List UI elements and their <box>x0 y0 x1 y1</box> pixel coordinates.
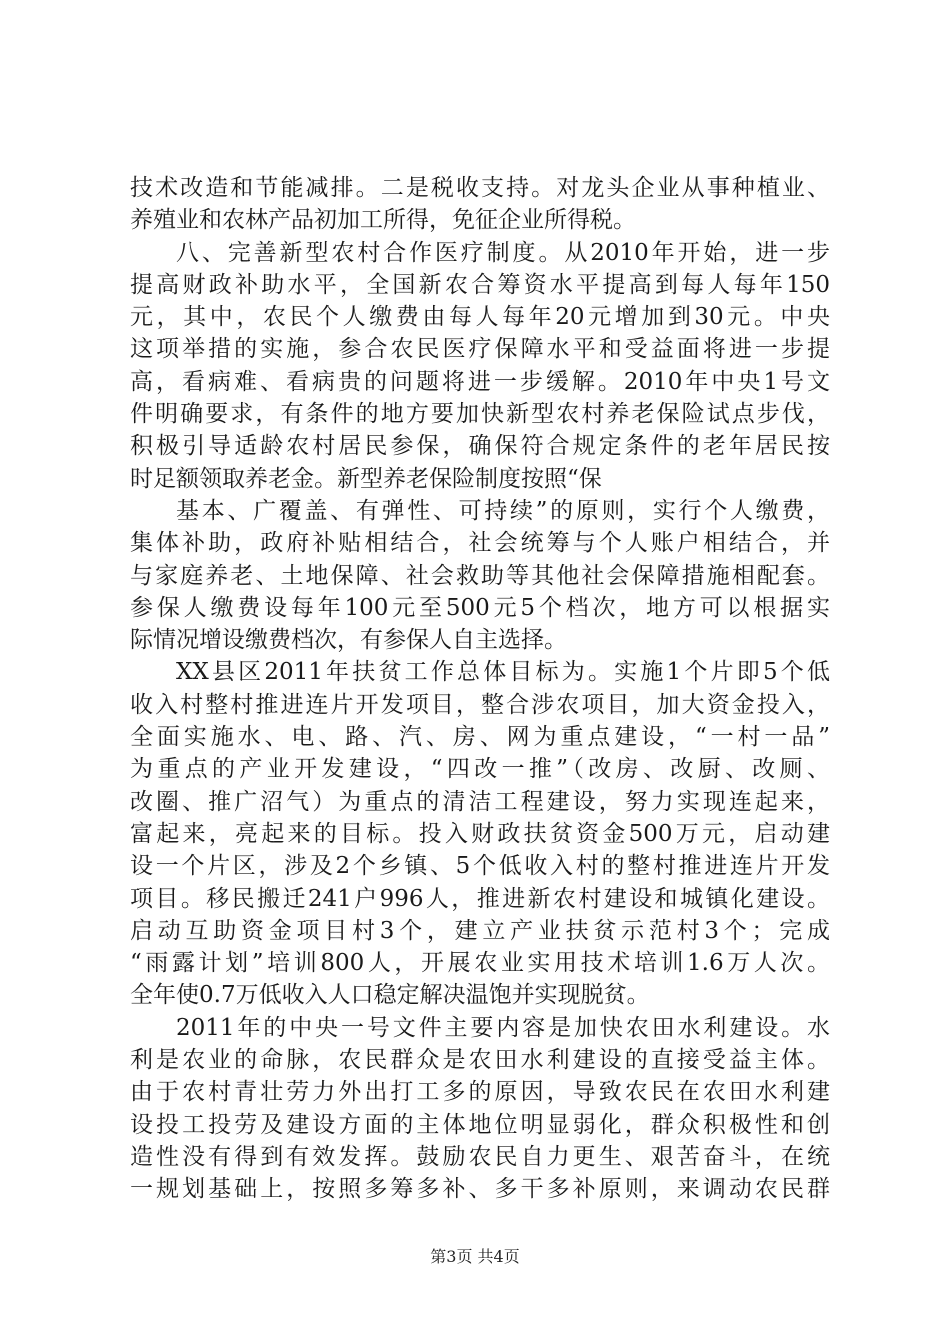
text-line: 养殖业和农林产品初加工所得，免征企业所得税。 <box>130 207 636 234</box>
text-line: 这项举措的实施，参合农民医疗保障水平和受益面将进一步提 <box>130 336 830 363</box>
text-line: 2011年的中央一号文件主要内容是加快农田水利建设。水 <box>176 1014 830 1041</box>
text-line: 集体补助，政府补贴相结合，社会统筹与个人账户相结合，并 <box>130 530 830 557</box>
text-line: 参保人缴费设每年100元至500元5个档次，地方可以根据实 <box>130 594 830 621</box>
text-line: 高，看病难、看病贵的问题将进一步缓解。2010年中央1号文 <box>130 368 830 395</box>
text-line: 收入村整村推进连片开发项目，整合涉农项目，加大资金投入， <box>130 691 830 718</box>
text-line: 由于农村青壮劳力外出打工多的原因，导致农民在农田水利建 <box>130 1079 830 1106</box>
text-line: 项目。移民搬迁241户996人，推进新农村建设和城镇化建设。 <box>130 885 830 912</box>
text-line: 时足额领取养老金。新型养老保险制度按照“保 <box>130 465 602 492</box>
text-line: 积极引导适龄农村居民参保，确保符合规定条件的老年居民按 <box>130 433 830 460</box>
text-line: 全面实施水、电、路、汽、房、网为重点建设，“一村一品” <box>130 724 830 751</box>
text-line: 技术改造和节能减排。二是税收支持。对龙头企业从事种植业、 <box>130 175 830 201</box>
text-line: 提高财政补助水平，全国新农合筹资水平提高到每人每年150 <box>130 271 830 298</box>
page-footer: 第3页 共4页 <box>430 1247 520 1266</box>
text-line: 设一个片区，涉及2个乡镇、5个低收入村的整村推进连片开发 <box>130 853 830 880</box>
text-line: 设投工投劳及建设方面的主体地位明显弱化，群众积极性和创 <box>130 1111 830 1138</box>
text-line: 为重点的产业开发建设，“四改一推”（改房、改厨、改厕、 <box>130 756 830 783</box>
text-line: 富起来，亮起来的目标。投入财政扶贫资金500万元，启动建 <box>130 820 830 847</box>
text-line: 与家庭养老、土地保障、社会救助等其他社会保障措施相配套。 <box>130 562 830 589</box>
document-body <box>130 172 830 1206</box>
text-line: 利是农业的命脉，农民群众是农田水利建设的直接受益主体。 <box>130 1047 830 1074</box>
text-line: 元，其中，农民个人缴费由每人每年20元增加到30元。中央 <box>130 304 830 331</box>
text-line: 启动互助资金项目村3个，建立产业扶贫示范村3个；完成 <box>130 917 830 944</box>
text-line: 际情况增设缴费档次，有参保人自主选择。 <box>130 627 567 654</box>
text-line: 造性没有得到有效发挥。鼓励农民自力更生、艰苦奋斗，在统 <box>130 1143 830 1170</box>
text-line: XX县区2011年扶贫工作总体目标为。实施1个片即5个低 <box>176 659 830 686</box>
text-line: 件明确要求，有条件的地方要加快新型农村养老保险试点步伐， <box>130 401 830 428</box>
text-line: 八、完善新型农村合作医疗制度。从2010年开始，进一步 <box>176 239 830 266</box>
text-line: 基本、广覆盖、有弹性、可持续”的原则，实行个人缴费， <box>176 497 830 524</box>
text-line: “雨露计划”培训800人，开展农业实用技术培训1.6万人次。 <box>130 950 830 977</box>
text-line: 一规划基础上，按照多筹多补、多干多补原则，来调动农民群 <box>130 1176 830 1203</box>
text-line: 改圈、推广沼气）为重点的清洁工程建设，努力实现连起来， <box>130 788 830 815</box>
text-line: 全年使0.7万低收入人口稳定解决温饱并实现脱贫。 <box>130 982 650 1009</box>
